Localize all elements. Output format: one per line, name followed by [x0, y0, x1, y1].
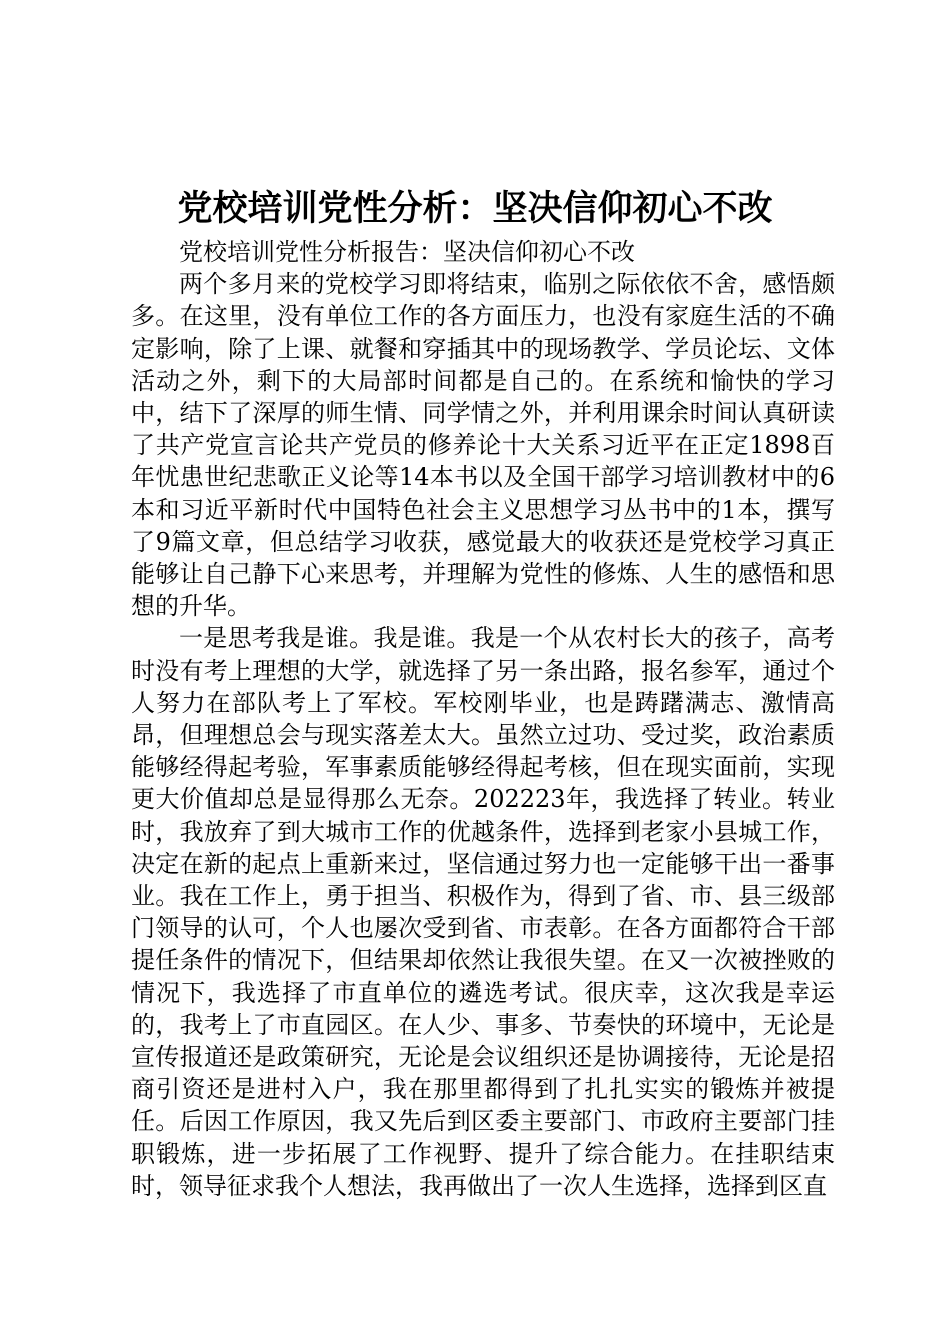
document-body: [131, 236, 835, 1202]
body-paragraph: 一是思考我是谁。我是谁。我是一个从农村长大的孩子，高考时没有考上理想的大学，就选择了另一条出路，报名参军，通过个人努力在部队考上了军校。军校刚毕业，也是踌躇满志、激情高昂，但理想总会与现实落差太大。虽然立过功、受过奖，政治素质能够经得起考验，军事素质能够经得起考核，但在现实面前，实现更大价值却总是显得那么无奈。202223年，我选择了转业。转业时，我放弃了到大城市工作的优越条件，选择到老家小县城工作，决定在新的起点上重新来过，坚信通过努力也一定能够干出一番事业。我在工作上，勇于担当、积极作为，得到了省、市、县三级部门领导的认可，个人也屡次受到省、市表彰。在各方面都符合干部提任条件的情况下，但结果却依然让我很失望。在又一次被挫败的情况下，我选择了市直单位的遴选考试。很庆幸，这次我是幸运的，我考上了市直园区。在人少、事多、节奏快的环境中，无论是宣传报道还是政策研究，无论是会议组织还是协调接待，无论是招商引资还是进村入户，我在那里都得到了扎扎实实的锻炼并被提任。后因工作原因，我又先后到区委主要部门、市政府主要部门挂职锻炼，进一步拓展了工作视野、提升了综合能力。在挂职结束时，领导征求我个人想法，我再做出了一次人生选择，选择到区直: [131, 624, 835, 1200]
document-title: 党校培训党性分析：坚决信仰初心不改: [177, 188, 773, 229]
body-paragraph: 两个多月来的党校学习即将结束，临别之际依依不舍，感悟颇多。在这里，没有单位工作的各方面压力，也没有家庭生活的不确定影响，除了上课、就餐和穿插其中的现场教学、学员论坛、文体活动之外，剩下的大局部时间都是自己的。在系统和愉快的学习中，结下了深厚的师生情、同学情之外，并利用课余时间认真研读了共产党宣言论共产党员的修养论十大关系习近平在正定1898百年忧患世纪悲歌正义论等14本书以及全国干部学习培训教材中的6本和习近平新时代中国特色社会主义思想学习丛书中的1本，撰写了9篇文章，但总结学习收获，感觉最大的收获还是党校学习真正能够让自己静下心来思考，并理解为党性的修炼、人生的感悟和思想的升华。: [131, 270, 835, 621]
subtitle-paragraph: 党校培训党性分析报告：坚决信仰初心不改: [179, 238, 635, 266]
